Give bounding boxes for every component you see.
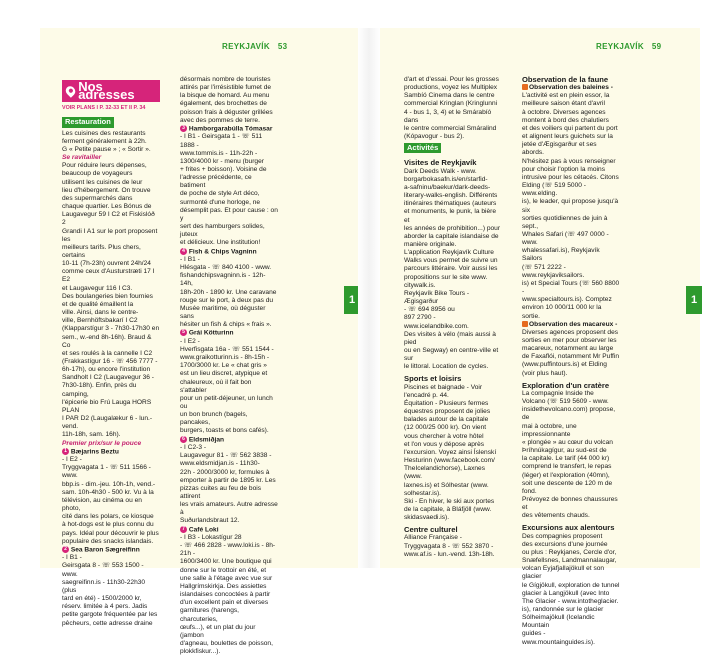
entry-name: Grái Kötturinn	[188, 329, 234, 337]
right-column-2	[522, 76, 620, 647]
continued-text: désormais nombre de touristes attirés par l'irrésistible fumet de la bisque de homard. Au menu également, des brochettes de poisson frais à déguster grillées avec des pommes de terre.	[180, 76, 273, 124]
heading-centre-culturel: Centre culturel	[404, 525, 458, 535]
entry-name: Fish & Chips Vagninn	[188, 247, 257, 255]
activity-icon	[522, 84, 528, 90]
continued-text: d'art et d'essai. Pour les grosses productions, voyez les Multiplex Sambíó Cinema dans le centre commercial Kringlan (Kringlunni 4 - bus 1, 3, 4) et le Smárabíó dans le centre commercial Smáralind (Kópavogur - bus 2).	[404, 76, 499, 141]
entry-badge-icon: 6	[180, 436, 187, 443]
entry-badge-icon: 5	[180, 329, 187, 336]
entry-text: - I E2 - Tryggvagata 1 - ☏ 511 1566 - www. bbp.is - dim.-jeu. 10h-1h, vend.- sam. 10h-4h30 - 500 kr. Vu à la télévision, au cinéma ou en photo, cité dans les polars, ce kiosque à hot-dogs est le plus connu du pays. Idéal pour découvrir le plus populaire des snacks islandais.	[62, 456, 159, 545]
subheading-ravitailler: Se ravitailler	[62, 154, 102, 162]
entry-name: Café Loki	[188, 525, 219, 533]
entry-badge-icon: 1	[62, 448, 69, 455]
section-activites: Activités	[404, 143, 441, 153]
macareux-text: Diverses agences proposent des sorties en mer pour observer les macareux, notamment au large de Faxaflói, notamment Mr Puffin (www.puffintours.is) et Elding (voir plus haut).	[522, 328, 619, 377]
running-head-text: REYKJAVÍK	[596, 42, 644, 51]
section-restauration: Restauration	[62, 117, 114, 127]
visites-text: Dark Deeds Walk - www. borgarbokasafn.is/en/starfid- a-safninu/baekur/dark-deeds- literary-walks-english. Différents itinéraires thématiques (auteurs et monuments, le punk, la bière et les années de prohibition...) pour aborder la capitale islandaise de manière originale. L'application Reykjavík Culture Walks vous permet de suivre un parcours littéraire. Voir aussi les propositions sur le site www. citywalk.is. Reykjavík Bike Tours - Ægisgarður - ☏ 694 8956 ou 897 2790 - www.icelandbike.com. Des visites à vélo (mais aussi à pied ou en Segway) en centre-ville et sur le littoral. Location de cycles.	[404, 167, 501, 371]
sports-text: Piscines et baignade - Voir l'encadré p. 44. Équitation - Plusieurs fermes équestres proposent de jolies balades autour de la capitale (12 000/25 000 kr). On vient vous chercher à votre hôtel et l'on vous y dépose après l'excursion. Voyez ainsi Íslenskí Hesturinn (www.facebook.com/ TheIcelandichorse), Laxnes (www. laxnes.is) et Sólhestar (www. solhestar.is). Ski - En hiver, le ski aux portes de la capitale, à Bláfjöll (www. skidasvaedi.is).	[404, 383, 497, 522]
entry-text: - I C2-3 - Laugavegur 81 - ☏ 562 3838 - www.eldsmidjan.is - 11h30- 22h - 2000/3000 kr, formules à emporter à partir de 1895 kr. Les pizzas cuites au feu de bois attirent les vrais amateurs. Autre adresse à Suðurlandsbraut 12.	[180, 444, 278, 525]
entry-text: - I B1 - Geirsgata 8 - ☏ 553 1500 - www. saegreifinn.is - 11h30-22h30 (plus tard en été) - 1500/2000 kr, réserv. limitée à 4 pers. Jadis petite gargote fréquentée par les pêcheurs, cette adresse draine	[62, 554, 158, 627]
page-number-right: 59	[651, 42, 662, 51]
centre-culturel-text: Alliance Française - Tryggvagata 8 - ☏ 552 3870 - www.af.is - lun.-vend. 13h-18h.	[404, 534, 495, 558]
map-pin-icon	[64, 84, 78, 98]
entry-name: Bæjarins Beztu	[70, 447, 119, 455]
ravitailler-text: Pour réduire leurs dépenses, beaucoup de voyageurs utilisent les cuisines de leur lieu d'hébergement. On trouve des supermarchés dans chaque quartier. Les Bónus de Laugavegur 59 I C2 et Fiskislóð 2 Grandi I A1 sur le port proposent les meilleurs tarifs. Plus chers, certains 10-11 (7h-23h) ouvrent 24h/24 comme ceux d'Austurstræti 17 I E2 et Laugavegur 116 I C3. Des boulangeries bien fournies et de qualité émaillent la ville. Ainsi, dans le centre- ville, Bernhöftsbakarí I C2 (Klapparstígur 3 - 7h30-17h30 en sem., w.-end 8h-16h). Braud & Co et ses roulés à la cannelle I C2 (Frakkastígur 16 - ☏ 456 7777 - 6h-17h), ou encore l'institution Sandholt I C2 (Laugavegur 36 - 7h30-18h). Enfin, près du camping, l'épicerie bio Frú Lauga HORS PLAN I PAR D2 (Laugalækur 6 - lun.-vend. 11h-18h, sam. 16h).	[62, 162, 160, 439]
entry-badge-icon: 4	[180, 248, 187, 255]
page-number-left: 53	[277, 42, 288, 51]
chapter-tab-right: 1	[686, 286, 702, 314]
activity-icon	[522, 321, 528, 327]
gutter	[358, 28, 380, 568]
entry-text: - I B1 - Geirsgata 1 - ☏ 511 1888 - www.tommis.is - 11h-22h - 1300/4000 kr - menu (burger + frites + boisson). Voisine de l'adresse précédente, ce batiment de poche de style Art déco, surmonté d'une horloge, ne désemplit pas. Et pour cause : on y sert des hamburgers solides, juteux et délicieux. Une institution!	[180, 133, 278, 247]
heading-visites: Visites de Reykjavík	[404, 158, 477, 168]
subheading-macareux: Observation des macareux -	[529, 320, 618, 328]
left-column-1	[62, 80, 160, 628]
baleines-text: L'activité est en plein essor, la meilleure saison étant d'avril à octobre. Diverses agences montent à bord des chalutiers et des voiliers qui partent du port et alignent leurs guichets sur la jetée d'Ægisgarður et ses abords. N'hésitez pas à vous renseigner pour choisir l'option la moins intrusive pour les cétacés. Citons Elding (☏ 519 5000 - www.elding. is), le leader, qui propose jusqu'à six sorties quotidiennes de juin à sept., Whales Safari (☏ 497 0000 - www. whalessafari.is), Reykjavík Sailors (☏ 571 2222 - www.reykjaviksailors. is) et Special Tours (☏ 560 8800 - www.specialtours.is). Comptez environ 10 000/11 000 kr la sortie.	[522, 92, 620, 320]
entry-badge-icon: 2	[62, 546, 69, 553]
section-title-box	[62, 80, 160, 102]
running-head-left	[222, 42, 287, 51]
heading-cratere: Exploration d'un cratère	[522, 380, 610, 390]
subheading-premier-prix: Premier prix/sur le pouce	[62, 439, 142, 447]
heading-excursions: Excursions aux alentours	[522, 523, 615, 533]
entry-badge-icon: 3	[180, 125, 187, 132]
entry-badge-icon: 7	[180, 526, 187, 533]
entry-name: Eldsmiðjan	[188, 435, 225, 443]
chapter-tab-left: 1	[344, 286, 360, 314]
left-column-2	[180, 76, 278, 656]
right-page	[380, 28, 700, 646]
map-reference: VOIR PLANS I P. 32-33 ET II P. 34	[62, 105, 146, 112]
running-head-right	[596, 42, 661, 51]
cratere-text: La compagnie Inside the Volcano (☏ 519 5609 - www. insidethevolcano.com) propose, de mai à octobre, une impressionnante « plongée » au cœur du volcan Þríhnúkagígur, au sud-est de la capitale. Le tarif (44 000 kr) comprend le transfert, le repas (léger) et l'exploration (40mn), soit une descente de 120 m de fond. Prévoyez de bonnes chaussures et des vêtements chauds.	[522, 389, 618, 520]
section-title: Nos adresses	[78, 79, 135, 103]
left-page	[40, 28, 360, 656]
intro-text: Les cuisines des restaurants ferment généralement à 22h. G « Petite pause » ; « Sortir ».	[62, 129, 151, 153]
entry-text: - I B3 - Lokastígur 28 - ☏ 466 2828 - www.loki.is - 8h-21h - 1600/3400 kr. Une boutique qui donne sur le trottoir en été, et une salle à l'étage avec vue sur Hallgrímskirkja. Des assiettes islandaises concoctées à partir d'un excellent pain et diverses garnitures (harengs, charcuteries, œufs...), et un plat du jour (jambon d'agneau, boulettes de poisson, plokkfiskur...).	[180, 534, 276, 656]
heading-faune: Observation de la faune	[522, 75, 609, 84]
running-head-text: REYKJAVÍK	[222, 42, 270, 51]
right-column-1	[404, 76, 502, 559]
subheading-baleines: Observation des baleines -	[529, 84, 613, 92]
excursions-text: Des compagnies proposent des excursions d'une journée ou plus : Reykjanes, Cercle d'or, Snæfellsnes, Landmannalaugar, volcan Eyjafjallajökull et son glacier le Gígjökull, exploration de tunnel glacier à Langjökull (avec Into The Glacier - www.intotheglacier. is), randonnée sur le glacier Sólheimajökull (Icelandic Mountain guides - www.mountainguides.is).	[522, 532, 620, 646]
entry-name: Hamborgarabúlla Tómasar	[188, 125, 273, 133]
entry-text: - I E2 - Hverfisgata 16a - ☏ 551 1544 - www.graikotturinn.is - 8h-15h - 1700/3000 kr. Le « chat gris » est un lieu discret, atypique et chaleureux, où il fait bon s'attabler pour un petit-déjeuner, un lunch ou un bon brunch (bagels, pancakes, burgers, toasts et bons cafés).	[180, 337, 274, 435]
entry-text: - I B1 - Hlésgata - ☏ 840 4100 - www. fishandchipsvagninn.is - 12h-14h, 18h-20h - 1890 kr. Une caravane rouge sur le port, à deux pas du Musée maritime, où déguster sans hésiter un fish & chips « frais ».	[180, 255, 277, 329]
heading-sports: Sports et loisirs	[404, 374, 462, 384]
entry-name: Sea Baron Sægreifinn	[70, 546, 140, 554]
